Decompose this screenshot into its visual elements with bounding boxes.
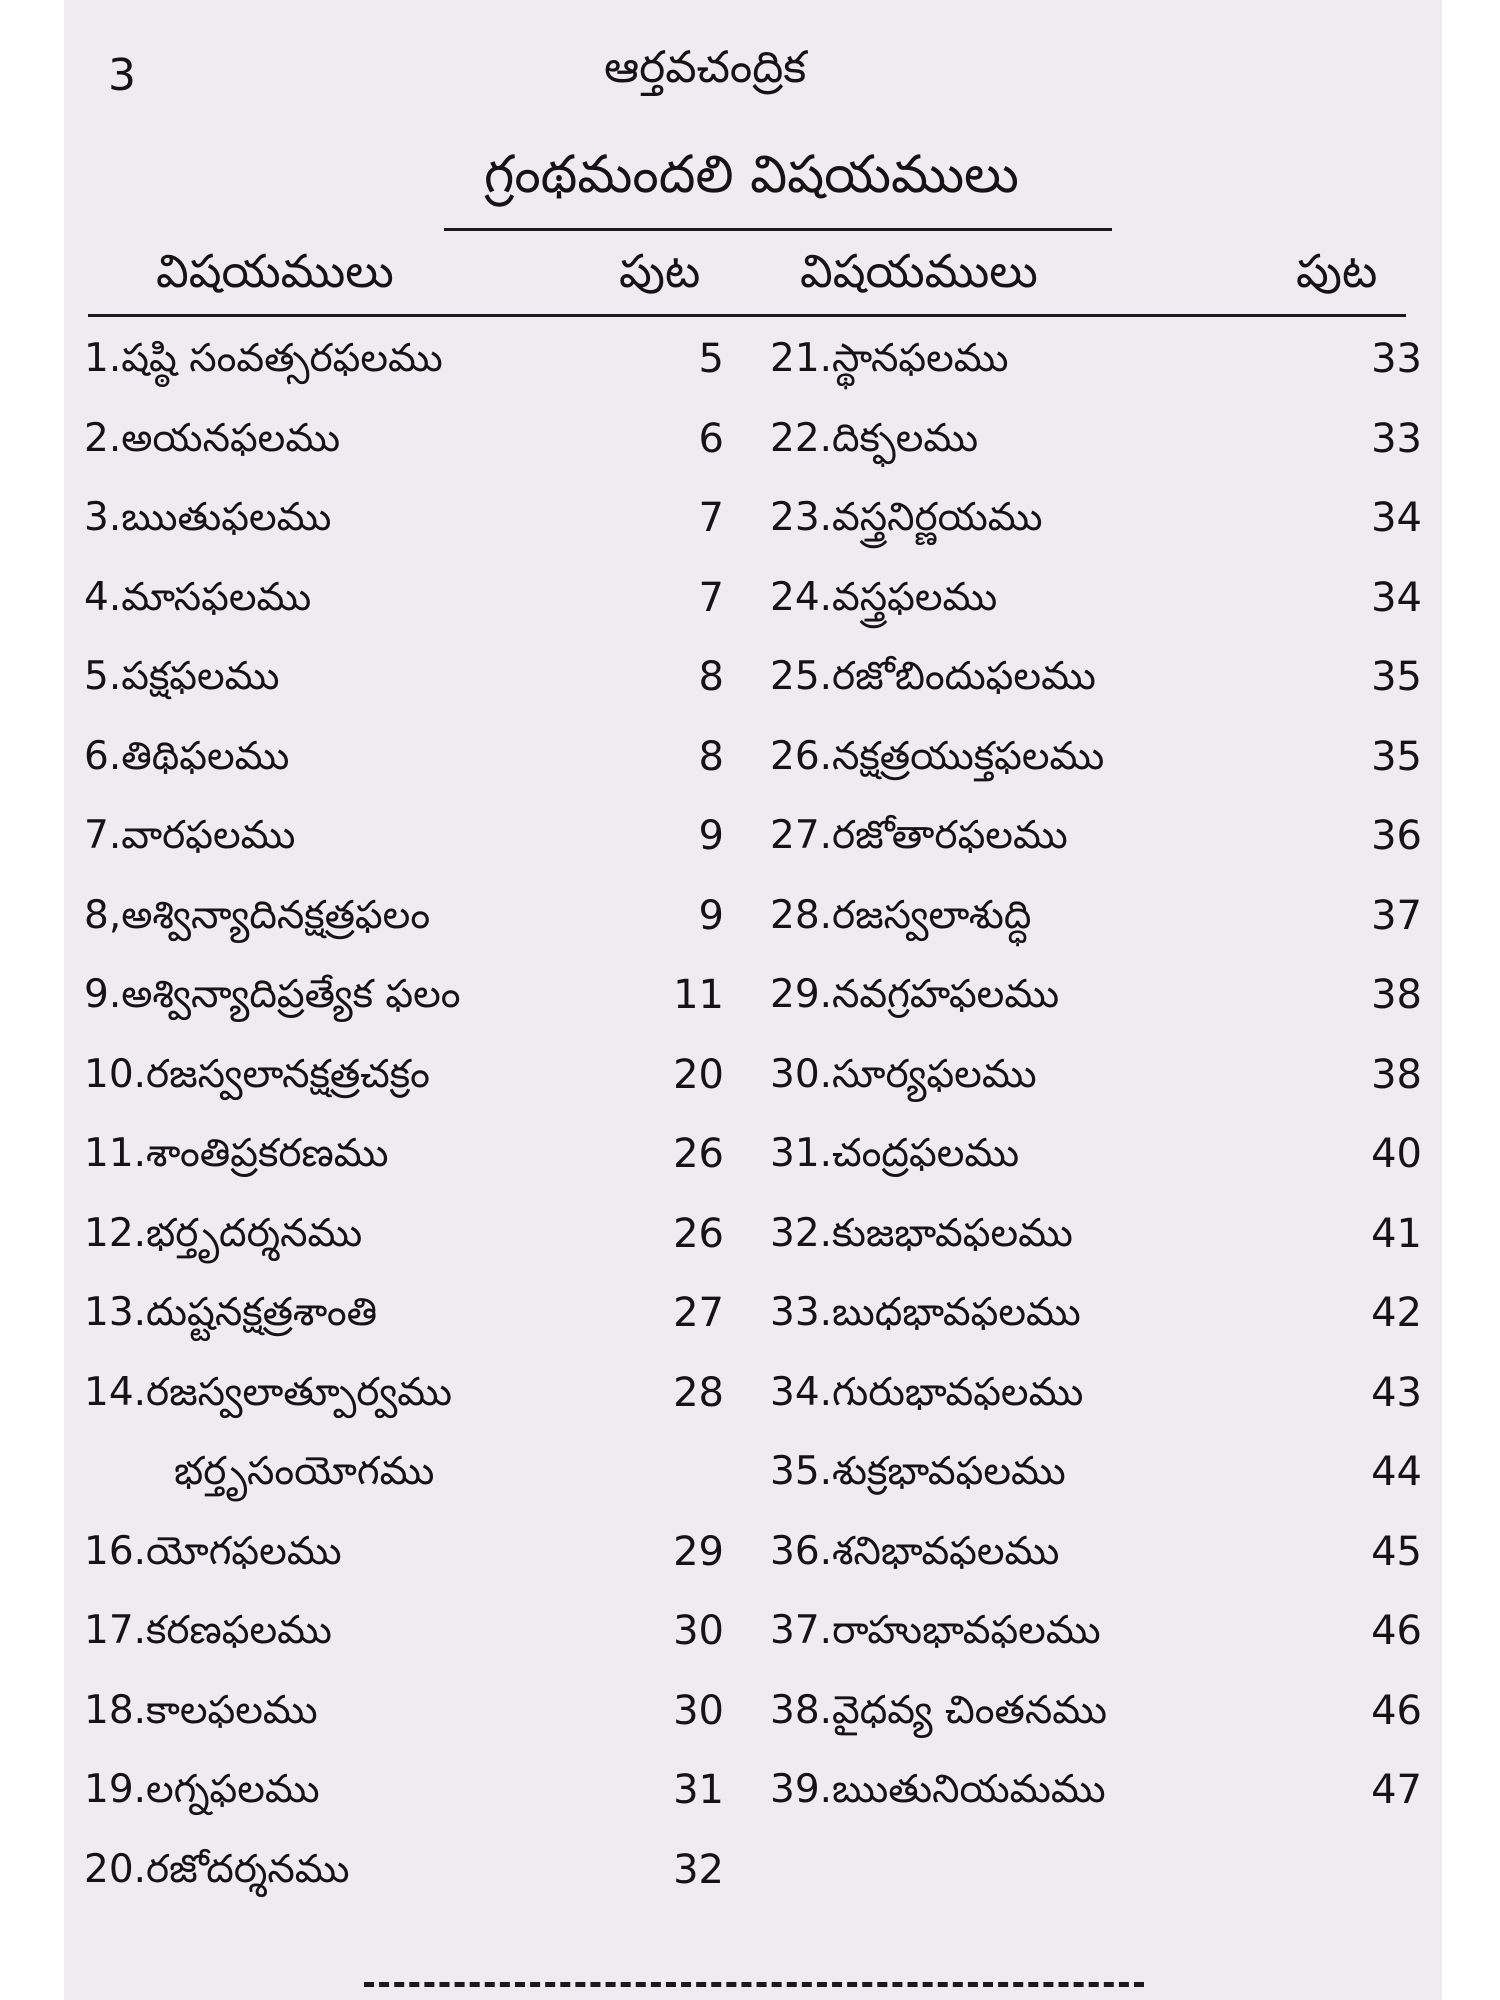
topic-title: 38.వైధవ్య చింతనము (770, 1687, 1107, 1733)
contents-row (770, 479, 1422, 559)
contents-row (84, 1672, 724, 1752)
page-ref: 30 (673, 1608, 724, 1654)
topic-title: 19.లగ్నఫలము (84, 1767, 320, 1812)
contents-row (770, 559, 1422, 639)
topic-title: 1.షష్ఠి సంవత్సరఫలము (84, 336, 443, 381)
page-ref: 26 (673, 1131, 724, 1177)
page-ref: 20 (673, 1051, 724, 1098)
contents-row (770, 1513, 1422, 1593)
contents-row (770, 1672, 1422, 1752)
topic-title: 8,అశ్విన్యాదినక్షత్రఫలం (84, 892, 431, 938)
contents-row (84, 877, 724, 957)
topic-title: 5.పక్షఫలము (84, 654, 280, 699)
topic-title: 30.సూర్యఫలము (770, 1051, 1037, 1097)
contents-row (770, 638, 1422, 718)
contents-row (770, 877, 1422, 957)
topic-title: 24.వస్త్రఫలము (770, 574, 998, 620)
page-ref: 31 (673, 1767, 724, 1813)
book-title: ఆర్తవచంద్రిక (604, 42, 807, 93)
contents-row (770, 1115, 1422, 1195)
topic-title: 17.కరణఫలము (84, 1608, 332, 1653)
page-ref: 45 (1371, 1528, 1422, 1575)
contents-row (84, 1831, 724, 1911)
topic-title: 20.రజోదర్శనము (84, 1846, 350, 1892)
page-ref: 5 (698, 336, 724, 382)
column-header-topics-right: విషయములు (800, 244, 1038, 298)
contents-row (770, 320, 1422, 400)
page-ref: 35 (1371, 733, 1422, 780)
topic-title: 29.నవగ్రహఫలము (770, 972, 1060, 1017)
column-header-page-right: పుట (1296, 244, 1378, 298)
contents-row (84, 400, 724, 480)
contents-row (770, 1195, 1422, 1275)
contents-row (770, 956, 1422, 1036)
contents-row (84, 718, 724, 798)
page-ref: 33 (1371, 336, 1422, 382)
contents-row (84, 1036, 724, 1116)
contents-row (84, 1751, 724, 1831)
page-ref: 46 (1371, 1608, 1422, 1654)
contents-row (770, 1354, 1422, 1434)
topic-title: 33.బుధభావఫలము (770, 1290, 1081, 1335)
page-ref: 36 (1371, 813, 1422, 859)
page-ref: 8 (698, 733, 724, 780)
topic-title: 2.అయనఫలము (84, 415, 341, 461)
contents-row (84, 638, 724, 718)
page-number: 3 (108, 50, 136, 101)
page-ref: 27 (673, 1290, 724, 1336)
section-title: గ్రంథమందలి విషయములు (484, 145, 1019, 205)
topic-title: 12.భర్తృదర్శనము (84, 1210, 363, 1256)
page-ref: 43 (1371, 1369, 1422, 1416)
column-header-page-left: పుట (619, 244, 701, 298)
page-ref: 29 (673, 1528, 724, 1575)
page-ref: 42 (1371, 1290, 1422, 1336)
topic-title: 14.రజస్వలాత్పూర్వము (84, 1369, 453, 1415)
page-ref: 7 (698, 495, 724, 541)
contents-row-continuation (84, 1433, 724, 1513)
contents-right-column (770, 320, 1422, 1831)
contents-row (84, 320, 724, 400)
contents-row (770, 1036, 1422, 1116)
topic-title: 35.శుక్రభావఫలము (770, 1449, 1066, 1494)
contents-row (770, 718, 1422, 798)
topic-title: 26.నక్షత్రయుక్తఫలము (770, 733, 1105, 779)
page-ref: 30 (673, 1687, 724, 1734)
topic-title: 23.వస్త్రనిర్ణయము (770, 495, 1043, 540)
topic-title: 39.ఋతునియమము (770, 1767, 1106, 1812)
page-ref: 38 (1371, 1051, 1422, 1098)
contents-row (84, 1115, 724, 1195)
contents-left-column (84, 320, 724, 1910)
page-ref: 34 (1371, 495, 1422, 541)
page-ref: 46 (1371, 1687, 1422, 1734)
contents-row (84, 956, 724, 1036)
contents-row (770, 1592, 1422, 1672)
topic-title: 3.ఋతుఫలము (84, 495, 332, 540)
topic-title: 6.తిథిఫలము (84, 733, 290, 779)
topic-title: 7.వారఫలము (84, 813, 296, 858)
topic-title: 22.దిక్ఫలము (770, 415, 979, 461)
contents-row (770, 400, 1422, 480)
topic-title: 9.అశ్విన్యాదిప్రత్యేక ఫలం (84, 972, 461, 1017)
topic-title: 18.కాలఫలము (84, 1687, 318, 1733)
page-ref: 37 (1371, 892, 1422, 939)
topic-title: 32.కుజభావఫలము (770, 1210, 1073, 1256)
page-ref: 47 (1371, 1767, 1422, 1813)
page-ref: 28 (673, 1369, 724, 1416)
topic-title: 36.శనిభావఫలము (770, 1528, 1060, 1574)
topic-title: 4.మాసఫలము (84, 574, 312, 620)
page-ref: 32 (673, 1846, 724, 1893)
topic-title: 37.రాహుభావఫలము (770, 1608, 1101, 1653)
contents-row (770, 1274, 1422, 1354)
page-ref: 9 (698, 813, 724, 859)
page-ref: 7 (698, 574, 724, 621)
page-ref: 34 (1371, 574, 1422, 621)
page-ref: 9 (698, 892, 724, 939)
contents-row (84, 1513, 724, 1593)
contents-row (84, 559, 724, 639)
topic-title: 16.యోగఫలము (84, 1528, 342, 1574)
page-ref: 44 (1371, 1449, 1422, 1495)
topic-title: 31.చంద్రఫలము (770, 1131, 1020, 1176)
contents-row (84, 1274, 724, 1354)
contents-row (84, 1354, 724, 1434)
page-ref: 6 (698, 415, 724, 462)
contents-row (84, 1195, 724, 1275)
book-page (64, 0, 1442, 2000)
contents-row (84, 479, 724, 559)
column-header-topics-left: విషయములు (156, 244, 394, 298)
page-ref: 26 (673, 1210, 724, 1257)
page-ref: 40 (1371, 1131, 1422, 1177)
page-ref: 8 (698, 654, 724, 700)
bottom-dashed-rule (364, 1982, 1144, 1987)
header-rule (88, 314, 1406, 317)
topic-title: 25.రజోబిందుఫలము (770, 654, 1096, 699)
topic-title: 13.దుష్టనక్షత్రశాంతి (84, 1290, 378, 1335)
contents-row (770, 797, 1422, 877)
topic-title: 27.రజోతారఫలము (770, 813, 1068, 858)
topic-title: 21.స్థానఫలము (770, 336, 1009, 381)
topic-title: 34.గురుభావఫలము (770, 1369, 1084, 1415)
topic-title: భర్తృసంయోగము (174, 1449, 435, 1494)
topic-title: 28.రజస్వలాశుద్ధి (770, 892, 1032, 938)
page-ref: 35 (1371, 654, 1422, 700)
page-ref: 41 (1371, 1210, 1422, 1257)
contents-row (84, 1592, 724, 1672)
page-ref: 33 (1371, 415, 1422, 462)
topic-title: 10.రజస్వలానక్షత్రచక్రం (84, 1051, 430, 1097)
page-ref: 11 (673, 972, 724, 1018)
contents-row (770, 1433, 1422, 1513)
page-ref: 38 (1371, 972, 1422, 1018)
title-underline (444, 228, 1112, 231)
topic-title: 11.శాంతిప్రకరణము (84, 1131, 389, 1176)
contents-row (770, 1751, 1422, 1831)
contents-row (84, 797, 724, 877)
